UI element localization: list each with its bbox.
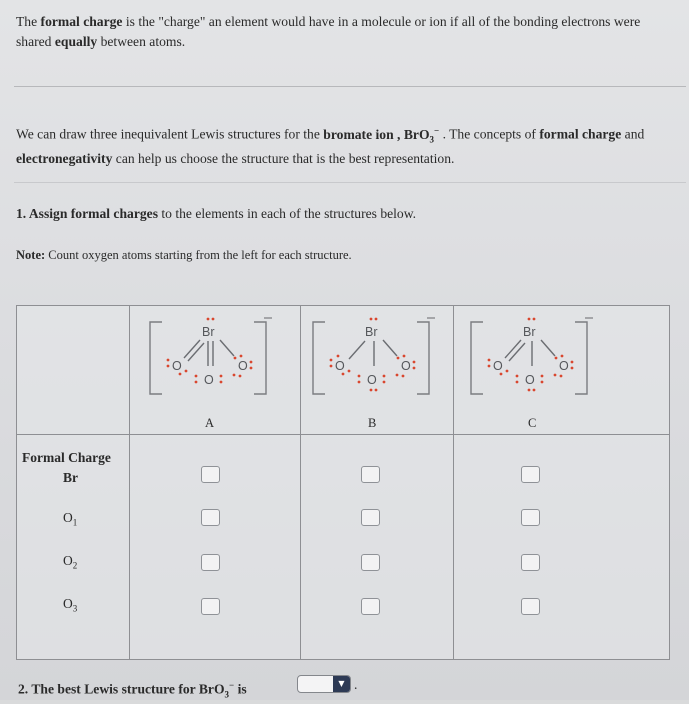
atom-o3: O bbox=[559, 359, 569, 373]
divider bbox=[14, 86, 686, 87]
input-a-o2[interactable] bbox=[201, 554, 220, 571]
column-divider bbox=[129, 306, 130, 659]
divider bbox=[14, 182, 686, 183]
atom-br: Br bbox=[365, 325, 378, 339]
input-c-o2[interactable] bbox=[521, 554, 540, 571]
intro-paragraph-1: The formal charge is the "charge" an element would have in a molecule or ion if all of the bonding electrons were shared equally between atoms. bbox=[16, 14, 641, 49]
row-label-o3: $O_3$ bbox=[63, 596, 78, 614]
atom-o1: O bbox=[172, 359, 182, 373]
input-a-o1[interactable] bbox=[201, 509, 220, 526]
atom-o3: O bbox=[238, 359, 248, 373]
atom-o1: O bbox=[335, 359, 345, 373]
question-1-note: Note: Count oxygen atoms starting from the left for each structure. bbox=[16, 248, 352, 262]
input-c-o3[interactable] bbox=[521, 598, 540, 615]
input-c-br[interactable] bbox=[521, 466, 540, 483]
structure-label-c: C bbox=[528, 416, 537, 430]
input-b-o3[interactable] bbox=[361, 598, 380, 615]
structure-label-b: B bbox=[368, 416, 377, 430]
atom-o2: O bbox=[367, 373, 377, 387]
formal-charge-table bbox=[16, 305, 670, 660]
best-structure-dropdown[interactable] bbox=[297, 675, 351, 693]
input-c-o1[interactable] bbox=[521, 509, 540, 526]
structure-label-a: A bbox=[205, 416, 215, 430]
atom-br: Br bbox=[523, 325, 536, 339]
input-b-br[interactable] bbox=[361, 466, 380, 483]
question-1-heading: 1. Assign formal charges to the elements in each of the structures below. bbox=[16, 206, 417, 221]
intro-paragraph-2: We can draw three inequivalent Lewis structures for the bromate ion , BrO$_3$− . The concepts of formal charge and electronegativity can help us choose the structure that is the best representation. bbox=[16, 125, 645, 167]
lewis-structure-a bbox=[142, 314, 272, 400]
chevron-down-icon: ▼ bbox=[333, 676, 350, 692]
column-divider bbox=[453, 306, 454, 659]
atom-o2: O bbox=[204, 373, 214, 387]
row-divider bbox=[17, 434, 669, 435]
sentence-period: . bbox=[354, 677, 358, 692]
input-a-o3[interactable] bbox=[201, 598, 220, 615]
atom-o1: O bbox=[493, 359, 503, 373]
atom-o2: O bbox=[525, 373, 535, 387]
input-a-br[interactable] bbox=[201, 466, 220, 483]
row-header-formal-charge: Formal Charge bbox=[22, 450, 111, 465]
input-b-o1[interactable] bbox=[361, 509, 380, 526]
row-label-o2: $O_2$ bbox=[63, 553, 78, 571]
atom-br: Br bbox=[202, 325, 215, 339]
atom-o3: O bbox=[401, 359, 411, 373]
lewis-structure-c bbox=[463, 314, 593, 400]
input-b-o2[interactable] bbox=[361, 554, 380, 571]
row-label-br: Br bbox=[63, 470, 78, 485]
row-label-o1: $O_1$ bbox=[63, 510, 78, 528]
lewis-structure-b bbox=[305, 314, 435, 400]
column-divider bbox=[300, 306, 301, 659]
question-2-text: 2. The best Lewis structure for BrO$_3$− is bbox=[18, 680, 247, 700]
